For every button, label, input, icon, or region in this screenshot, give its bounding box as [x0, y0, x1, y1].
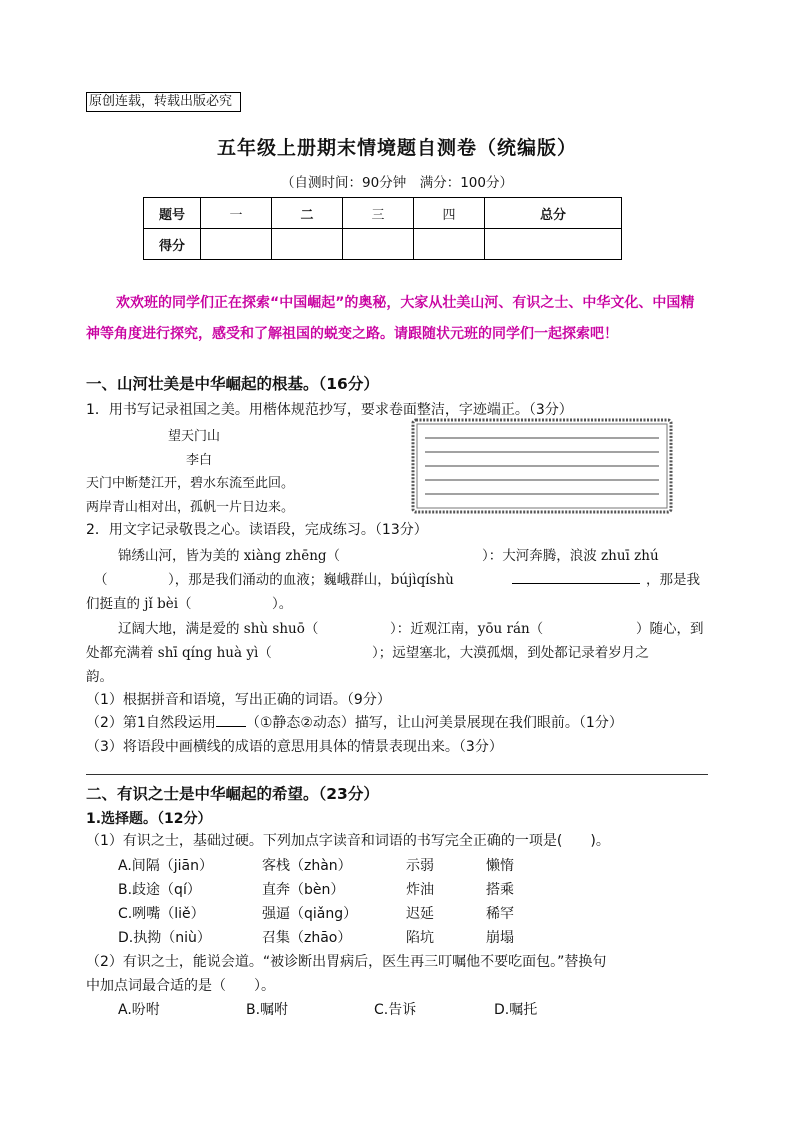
- choice-b: B.嘱咐: [246, 1002, 289, 1018]
- section1-sub1: （1）根据拼音和语境，写出正确的词语。（9分）: [86, 692, 391, 708]
- passage-line-5a: 处都充满着 shī qíng huà yì（: [86, 645, 272, 661]
- section1-heading: 一、山河壮美是中华崛起的根基。（16分）: [86, 375, 379, 393]
- score-table-score-row: [144, 229, 622, 260]
- section1-sub3: （3）将语段中画横线的成语的意思用具体的情景表现出来。（3分）: [86, 739, 503, 755]
- option-b-word4: 搭乘: [486, 882, 514, 898]
- passage-line-4b: ）：近观江南，yōu rán（: [390, 621, 544, 637]
- poem-line-1: 天门中断楚江开，碧水东流至此回。: [86, 476, 295, 491]
- option-a-word4: 懒惰: [486, 858, 514, 874]
- passage-line-2a: （: [94, 572, 108, 588]
- passage-line-6: 韵。: [86, 669, 113, 685]
- section2-sub2-line1: （2）有识之士，能说会道。“被诊断出胃病后，医生再三叮嘱他不要吃面包。”替换句: [86, 954, 607, 970]
- score-header-cell: 四: [414, 198, 485, 229]
- passage-line-1a: 锦绣山河，皆为美的 xiàng zhēng（: [118, 548, 341, 564]
- option-c-word1: C.咧嘴（liě）: [118, 906, 205, 922]
- option-a-word3: 示弱: [406, 858, 434, 874]
- score-cell[interactable]: [343, 229, 414, 260]
- section1-q2: 2．用文字记录敬畏之心。读语段，完成练习。（13分）: [86, 522, 428, 538]
- score-header-cell: 一: [201, 198, 272, 229]
- passage-line-3b: ）。: [272, 596, 293, 612]
- choice-a: A.吩咐: [118, 1002, 160, 1018]
- writing-box[interactable]: [411, 418, 673, 514]
- passage-line-2b: ），那是我们涌动的血液；巍峨群山，bújìqíshù: [168, 572, 454, 588]
- score-cell[interactable]: [485, 229, 622, 260]
- poem-author: 李白: [186, 453, 213, 468]
- option-d-word1: D.执拗（niù）: [118, 930, 211, 946]
- copyright-stamp: 原创连载，转载出版必究: [86, 92, 241, 112]
- option-b-word2: 直奔（bèn）: [262, 882, 345, 898]
- option-d-word2: 召集（zhāo）: [262, 930, 352, 946]
- choice-d: D.嘱托: [494, 1002, 538, 1018]
- passage-line-4a: 辽阔大地，满是爱的 shù shuō（: [118, 621, 319, 637]
- sub2-prefix: （2）第1自然段运用: [86, 715, 216, 731]
- passage-line-3a: 们挺直的 jǐ bèi（: [86, 596, 192, 612]
- static-dynamic-blank[interactable]: [216, 713, 246, 727]
- passage-line-2c: ，那是我: [646, 572, 700, 588]
- poem-title: 望天门山: [168, 429, 221, 444]
- section2-sub2-line2: 中加点词最合适的是（ ）。: [86, 978, 275, 994]
- score-cell[interactable]: [414, 229, 485, 260]
- option-c-word4: 稀罕: [486, 906, 514, 922]
- score-row-label: 得分: [144, 229, 201, 260]
- option-d-word3: 陷坑: [406, 930, 434, 946]
- score-header-cell: 三: [343, 198, 414, 229]
- section2-sub1: （1）有识之士，基础过硬。下列加点字读音和词语的书写完全正确的一项是( )。: [86, 833, 610, 849]
- passage-line-5b: ）；远望塞北，大漠孤烟，到处都记录着岁月之: [372, 645, 649, 661]
- section1-q1: 1．用书写记录祖国之美。用楷体规范抄写，要求卷面整洁，字迹端正。（3分）: [86, 402, 573, 418]
- option-c-word2: 强逼（qiǎng）: [262, 906, 358, 922]
- idiom-underline-blank[interactable]: [512, 568, 640, 584]
- passage-line-4c: ）随心，到: [636, 621, 704, 637]
- passage-line-1b: ）：大河奔腾，浪波 zhuī zhú: [482, 548, 659, 564]
- intro-paragraph: 欢欢班的同学们正在探索“中国崛起”的奥秘，大家从壮美山河、有识之士、中华文化、中国精神等角度进行探究，感受和了解祖国的蜕变之路。请跟随状元班的同学们一起探索吧！: [86, 295, 695, 342]
- option-a-word2: 客栈（zhàn）: [262, 858, 352, 874]
- poem-line-2: 两岸青山相对出，孤帆一片日边来。: [86, 500, 295, 515]
- option-b-word1: B.歧途（qí）: [118, 882, 201, 898]
- option-d-word4: 崩塌: [486, 930, 514, 946]
- section-divider: [86, 774, 708, 775]
- choice-c: C.告诉: [374, 1002, 417, 1018]
- option-a-word1: A.间隔（jiān）: [118, 858, 214, 874]
- exam-subtitle: （自测时间：90分钟 满分：100分）: [281, 175, 513, 191]
- option-c-word3: 迟延: [406, 906, 434, 922]
- exam-title: 五年级上册期末情境题自测卷（统编版）: [216, 137, 577, 159]
- score-cell[interactable]: [201, 229, 272, 260]
- score-header-cell: 题号: [144, 198, 201, 229]
- section2-q1: 1.选择题。（12分）: [86, 811, 212, 827]
- score-header-cell: 二: [272, 198, 343, 229]
- score-cell[interactable]: [272, 229, 343, 260]
- section2-heading: 二、有识之士是中华崛起的希望。（23分）: [86, 785, 379, 803]
- score-table-header-row: [144, 198, 622, 229]
- option-b-word3: 炸油: [406, 882, 434, 898]
- sub2-suffix: （①静态②动态）描写，让山河美景展现在我们眼前。（1分）: [245, 715, 623, 731]
- score-table: [143, 197, 622, 260]
- score-header-cell: 总分: [485, 198, 622, 229]
- section1-sub2: [86, 712, 623, 732]
